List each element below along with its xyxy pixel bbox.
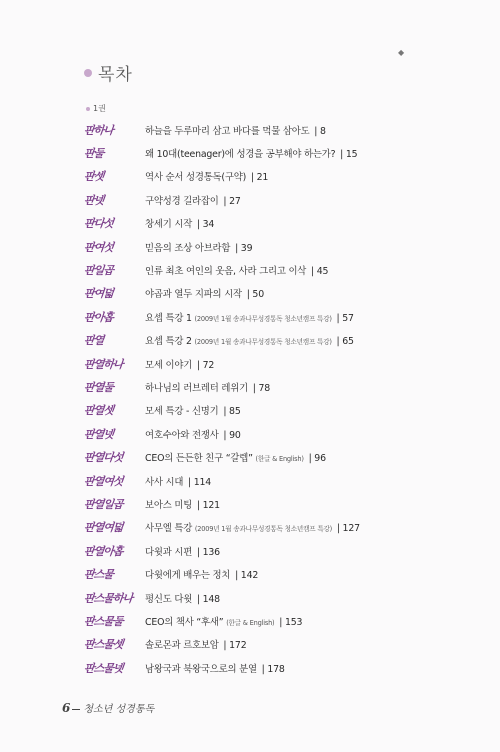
- chapter-subtitle: (한글 & English): [226, 618, 275, 627]
- chapter-title: 모세 특강 - 신명기: [145, 406, 219, 418]
- chapter-calligraphy: 판열둘: [83, 380, 114, 394]
- chapter-title-group: [145, 123, 326, 137]
- page-ref: | 121: [196, 499, 220, 511]
- page-ref: | 72: [196, 359, 215, 371]
- chapter-calligraphy: 판열하나: [83, 357, 124, 371]
- page-ref: | 90: [223, 429, 241, 441]
- chapter-title-group: [145, 614, 302, 628]
- chapter-subtitle: (2009년 1월 송과나무성경통독 청소년캠프 특강): [194, 314, 332, 323]
- chapter-calligraphy: 판열아홉: [83, 544, 124, 558]
- chapter-title-group: [145, 263, 328, 277]
- chapter-calligraphy: 판넷: [83, 193, 104, 207]
- chapter-calligraphy: 판둘: [83, 147, 104, 161]
- toc-entry: [84, 516, 474, 539]
- chapter-title-group: [145, 497, 220, 511]
- volume-bullet-icon: [86, 107, 90, 111]
- page-ref: | 45: [310, 266, 329, 278]
- chapter-calligraphy: 판열: [83, 334, 104, 348]
- chapter-title-group: [145, 169, 268, 183]
- toc-entry: [84, 118, 474, 141]
- chapter-calligraphy: 판아홉: [83, 310, 114, 324]
- page-ref: | 172: [223, 640, 247, 652]
- chapter-title-group: [145, 520, 360, 534]
- toc-entry: [84, 633, 474, 656]
- chapter-calligraphy: 판열여덟: [83, 521, 124, 535]
- chapter-title-group: [145, 240, 252, 254]
- page-ref: | 127: [336, 523, 360, 535]
- chapter-title: 요셉 특강 2: [145, 336, 192, 348]
- table-of-contents: [84, 118, 474, 679]
- page-ref: | 8: [314, 125, 326, 137]
- corner-dot: ◆: [398, 48, 405, 57]
- chapter-calligraphy: 판하나: [83, 123, 114, 137]
- chapter-title: 평신도 다윗: [145, 593, 193, 605]
- toc-entry: [84, 469, 474, 492]
- page-ref: | 142: [235, 570, 259, 582]
- chapter-title: 구약성경 길라잡이: [145, 195, 219, 207]
- chapter-calligraphy: 판여덟: [83, 287, 114, 301]
- toc-entry: [84, 235, 474, 258]
- page-ref: | 57: [336, 312, 354, 324]
- chapter-title: 인류 최초 여인의 웃음, 사라 그리고 이삭: [145, 266, 307, 278]
- chapter-title: 하늘을 두루마리 삼고 바다를 먹물 삼아도: [145, 125, 310, 137]
- chapter-calligraphy: 판열넷: [83, 427, 114, 441]
- running-title: 청소년 성경통독: [83, 704, 155, 715]
- toc-entry: [84, 609, 474, 632]
- chapter-calligraphy: 판스물둘: [83, 614, 124, 628]
- chapter-calligraphy: 판열일곱: [83, 497, 124, 511]
- chapter-calligraphy: 판셋: [83, 170, 104, 184]
- page-ref: | 39: [235, 242, 253, 254]
- toc-entry: [84, 352, 474, 375]
- toc-entry: [84, 282, 474, 305]
- page-ref: | 21: [250, 172, 269, 184]
- toc-entry: [84, 539, 474, 562]
- chapter-title-group: [145, 380, 270, 394]
- chapter-title-group: [145, 427, 241, 441]
- page-ref: | 50: [246, 289, 264, 301]
- page-footer: [62, 700, 154, 715]
- page-ref: | 65: [336, 336, 354, 348]
- page-ref: | 153: [279, 616, 303, 628]
- page-ref: | 178: [261, 663, 285, 675]
- chapter-title: 창세기 시작: [145, 219, 193, 231]
- chapter-title-group: [145, 450, 326, 464]
- chapter-title: 왜 10대(teenager)에 성경을 공부해야 하는가?: [145, 149, 336, 161]
- toc-entry: [84, 399, 474, 422]
- chapter-title-group: [145, 216, 214, 230]
- chapter-subtitle: (2009년 1월 송과나무성경통독 청소년캠프 특강): [194, 525, 333, 534]
- chapter-calligraphy: 판다섯: [83, 217, 114, 231]
- chapter-calligraphy: 판여섯: [83, 240, 114, 254]
- page-ref: | 27: [223, 195, 241, 207]
- toc-entry: [84, 375, 474, 398]
- chapter-title-group: [145, 146, 357, 160]
- page-ref: | 136: [196, 546, 220, 558]
- chapter-title: 여호수아와 전쟁사: [145, 429, 219, 441]
- chapter-calligraphy: 판열다섯: [83, 451, 124, 465]
- page-ref: | 85: [223, 406, 241, 418]
- page-title: [84, 60, 133, 85]
- chapter-title-group: [145, 403, 241, 417]
- chapter-title: 보아스 미팅: [145, 499, 193, 511]
- chapter-subtitle: (한글 & English): [255, 455, 304, 464]
- chapter-title: CEO의 책사 “후새”: [145, 616, 224, 628]
- chapter-calligraphy: 판스물넷: [83, 661, 124, 675]
- title-bullet-icon: [84, 69, 92, 77]
- chapter-title-group: [145, 474, 211, 488]
- toc-entry: [84, 258, 474, 281]
- page-title-text: 목차: [98, 65, 133, 85]
- page-ref: | 114: [188, 476, 212, 488]
- footer-rule: [72, 709, 80, 710]
- toc-entry: [84, 422, 474, 445]
- volume-text: 1권: [93, 104, 106, 113]
- volume-label: [86, 103, 106, 114]
- chapter-title: 믿음의 조상 아브라함: [145, 242, 231, 254]
- chapter-title: 다윗에게 배우는 정치: [145, 570, 231, 582]
- chapter-calligraphy: 판열셋: [83, 404, 114, 418]
- chapter-title-group: [145, 357, 214, 371]
- chapter-title: 솔로몬과 르호보암: [145, 640, 219, 652]
- chapter-title-group: [145, 193, 241, 207]
- chapter-title-group: [145, 661, 285, 675]
- toc-entry: [84, 656, 474, 679]
- toc-entry: [84, 445, 474, 468]
- chapter-title-group: [145, 544, 220, 558]
- chapter-title: 사무엘 특강: [145, 523, 193, 535]
- chapter-title: 남왕국과 북왕국으로의 분열: [145, 663, 257, 675]
- toc-entry: [84, 562, 474, 585]
- chapter-title-group: [145, 591, 220, 605]
- page-ref: | 15: [340, 149, 358, 161]
- toc-entry: [84, 329, 474, 352]
- chapter-title-group: [145, 567, 258, 581]
- toc-entry: [84, 305, 474, 328]
- chapter-title: 역사 순서 성경통독(구약): [145, 172, 247, 184]
- chapter-title: 사사 시대: [145, 476, 184, 488]
- page-ref: | 34: [196, 219, 215, 231]
- toc-entry: [84, 188, 474, 211]
- chapter-calligraphy: 판일곱: [83, 264, 114, 278]
- chapter-calligraphy: 판스물하나: [83, 591, 133, 605]
- chapter-title-group: [145, 310, 354, 324]
- page-ref: | 96: [308, 453, 326, 465]
- chapter-title: 야곱과 열두 지파의 시작: [145, 289, 242, 301]
- page-ref: | 148: [196, 593, 220, 605]
- chapter-calligraphy: 판열여섯: [83, 474, 124, 488]
- toc-entry: [84, 212, 474, 235]
- chapter-subtitle: (2009년 1월 송과나무성경통독 청소년캠프 특강): [194, 338, 332, 347]
- toc-entry: [84, 141, 474, 164]
- page-number: 6: [62, 701, 71, 715]
- chapter-title: CEO의 든든한 친구 “갈렙”: [145, 453, 253, 465]
- chapter-title: 다윗과 시편: [145, 546, 193, 558]
- chapter-title-group: [145, 286, 264, 300]
- chapter-title-group: [145, 637, 246, 651]
- toc-entry: [84, 165, 474, 188]
- chapter-calligraphy: 판스물: [83, 568, 114, 582]
- chapter-calligraphy: 판스물셋: [83, 638, 124, 652]
- toc-entry: [84, 492, 474, 515]
- toc-entry: [84, 586, 474, 609]
- chapter-title: 하나님의 러브레터 레위기: [145, 382, 248, 394]
- chapter-title: 요셉 특강 1: [145, 312, 192, 324]
- page-ref: | 78: [252, 382, 271, 394]
- chapter-title: 모세 이야기: [145, 359, 193, 371]
- chapter-title-group: [145, 333, 354, 347]
